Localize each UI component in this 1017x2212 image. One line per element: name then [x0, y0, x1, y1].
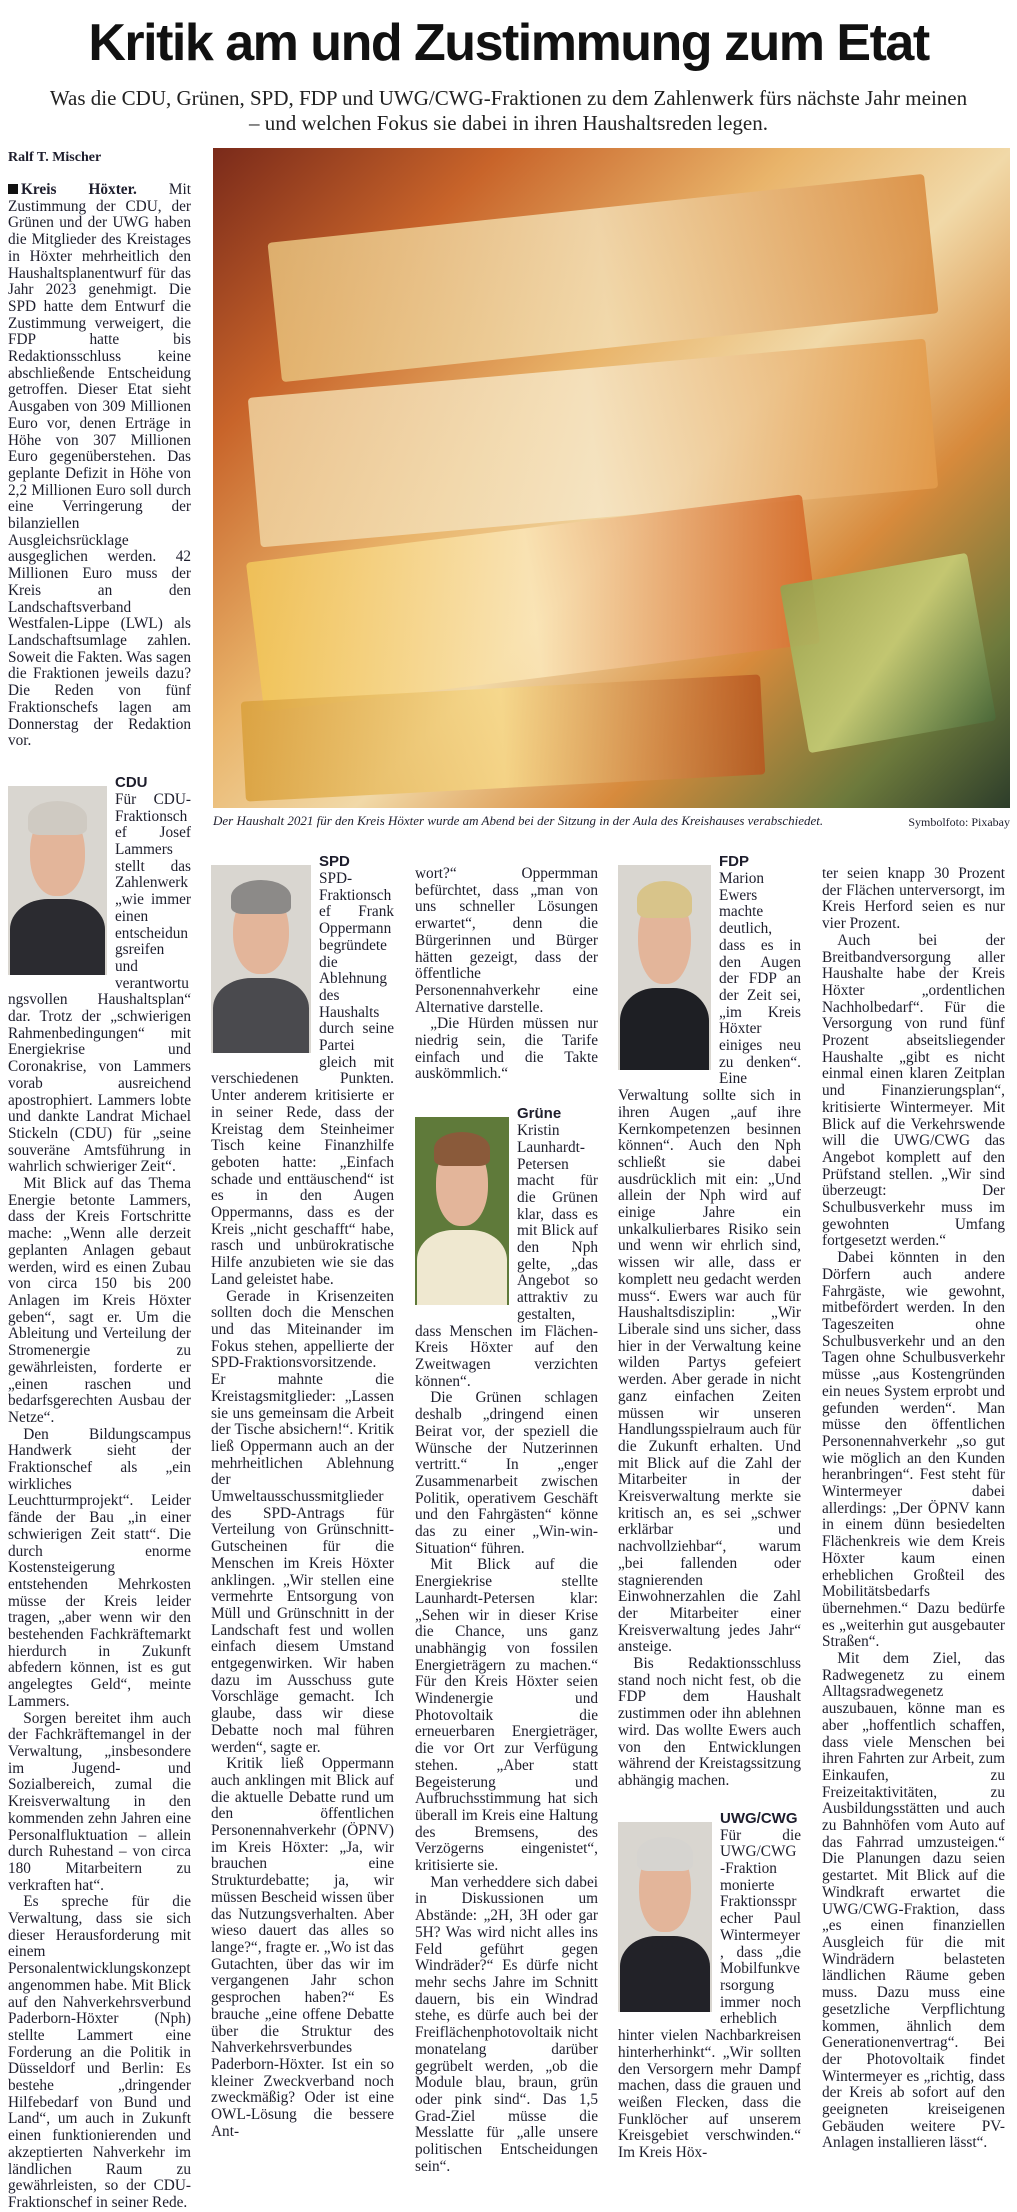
paragraph: Für die UWG/CWG-Fraktion monierte Fraktionssprecher Paul Wintermeyer, dass „die Mobilfunkversorgung immer noch erheblich hinter vielen Nachbarkreisen hinterherhinkt“. „Wir sollten den Versorgern mehr Dampf machen, dass die grauen und weißen Flecken, dass die Funklöcher auf unserem Kreisgebiet verschwinden.“ Im Kreis Höx- — [618, 1826, 801, 2162]
column-5 — [822, 866, 1005, 2152]
party-heading-spd: SPD — [319, 853, 350, 870]
party-heading-gruene: Grüne — [517, 1105, 562, 1123]
paragraph: Dabei könnten in den Dörfern auch andere Fahrgäste, wie gewohnt, mitbefördert werden. In den Tageszeiten ohne Schulbusverkehr und an den Tagen ohne Schulbusverkehr müsse „aus Kostengründen ein neues System erprobt und gefunden werden“. Man müsse den öffentlichen Personennahverkehr „so gut wie möglich an den Kunden heranbringen“. Fest steht für Wintermeyer dabei allerdings: „Der ÖPNV kann in einem dünn besiedelten Flächenkreis wie dem Kreis Höxter kaum einen erheblichen Großteil des Mobilitätsbedarfs übernehmen.“ Dazu bedürfe es „weiterhin gut ausgebauter Straßen“. — [822, 1249, 1005, 1651]
headline: Kritik am und Zustimmung zum Etat — [88, 14, 929, 72]
portrait-cdu — [8, 786, 107, 975]
paragraph: „Die Hürden müssen nur niedrig sein, die Tarife einfach und die Takte auskömmlich.“ — [415, 1015, 598, 1083]
party-heading-uwg: UWG/CWG — [720, 1809, 798, 1827]
portrait-uwg — [618, 1822, 712, 2012]
paragraph: SPD-Fraktionschef Frank Oppermann begründete die Ablehnung des Haushalts durch seine Partei gleich mit verschiedenen Punkten. Unter anderem kritisierte er in seiner Rede, dass der Kreistag dem Steinheimer Tisch keine Finanzhilfe geboten hatte: „Einfach schade und enttäuschend“ ist es in den Augen Oppermanns, dass es der Kreis „nicht geschafft“ habe, rasch und unbürokratische Hilfe anzubieten wie sie das Land geleistet habe. — [211, 870, 394, 1288]
paragraph: Auch bei der Breitbandversorgung aller Haushalte habe der Kreis Höxter „ordentlichen Nachholbedarf“. Für die Versorgung von rund fünf Prozent abseitsliegender Haushalte „gibt es nicht einmal einen klaren Zeitplan und Finanzierungsplan“, kritisierte Wintermeyer. Mit Blick auf die Verkehrswende will die UWG/CWG das Angebot komplett auf den Prüfstand stellen. „Wir sind überzeugt: Der Schulbusverkehr muss im gewohnten Umfang fortgesetzt werden.“ — [822, 931, 1005, 1250]
paragraph: Kritik ließ Oppermann auch anklingen mit Blick auf die aktuelle Debatte rund um den öffentlichen Personennahverkehr (ÖPNV) im Kreis Höxter: „Ja, wir brauchen eine Strukturdebatte; ja, wir müssen Bescheid wissen über das Nutzungsverhalten. Aber wieso dauert das alles so lange?“, fragte er. „Wo ist das Gutachten, über das wir im vergangenen Jahr schon gesprochen haben?“ Es brauche „eine offene Debatte über die Struktur des Nahverkehrsverbundes Paderborn-Höxter. Ist ein so kleiner Zweckverband noch zweckmäßig? Oder ist eine OWL-Lösung die bessere Ant- — [211, 1755, 394, 2140]
bullet-square-icon — [8, 184, 18, 194]
party-heading-fdp: FDP — [719, 853, 749, 870]
portrait-fdp — [618, 865, 711, 1070]
portrait-spd — [211, 865, 311, 1053]
column-1 — [8, 182, 191, 2212]
dateline: Kreis Höxter. — [21, 181, 137, 198]
paragraph: Den Bildungscampus Handwerk sieht der Fraktionschef als „ein wirkliches Leuchtturmprojekt“. Leider fände der Bau „in einer schwierigen Zeit statt“. Die durch enorme Kostensteigerung entstehenden Mehrkosten müsse der Kreis leider tragen, „aber wenn wir den bestehenden Fachkräftemarkt hierdurch in Zukunft abfedern können, ist es gut angelegtes Geld“, meinte Lammers. — [8, 1425, 191, 1710]
intro-text: Mit Zustimmung der CDU, der Grünen und der UWG haben die Mitglieder des Kreistages in Höxter mehrheitlich den Haushaltsplanentwurf für das Jahr 2023 genehmigt. Die SPD hatte dem Entwurf die Zustimmung verweigert, die FDP hatte bis Redaktionsschluss keine abschließende Entscheidung getroffen. Dieser Etat sieht Ausgaben von 309 Millionen Euro vor, denen Erträge in Höhe von 307 Millionen Euro gegenüberstehen. Das geplante Defizit in Höhe von 2,2 Millionen Euro soll durch eine Verringerung der bilanziellen Ausgleichsrücklage ausgeglichen werden. 42 Millionen Euro muss der Kreis an den Landschaftsverband Westfalen-Lippe (LWL) als Landschaftsumlage zahlen. Soweit die Fakten. Was sagen die Fraktionen jeweils dazu? Die Reden von fünf Fraktionschefs lagen am Donnerstag der Redaktion vor. — [8, 181, 191, 750]
photo-caption: Der Haushalt 2021 für den Kreis Höxter wurde am Abend bei der Sitzung in der Aula des Kreishauses verabschiedet. — [213, 813, 824, 828]
portrait-gruene — [415, 1117, 509, 1305]
paragraph: Sorgen bereitet ihm auch der Fachkräftemangel in der Verwaltung, „insbesondere im Jugend- und Sozialbereich, zumal die Kreisverwaltung in den kommenden zehn Jahren eine Personalfluktuation – allein durch Ruhestand – von circa 180 Mitarbeitern zu verkraften hat“. — [8, 1709, 191, 1894]
paragraph: Die Grünen schlagen deshalb „dringend einen Beirat vor, der speziell die Wünsche der Nutzerinnen vertritt.“ In „enger Zusammenarbeit zwischen Politik, operativem Geschäft und den Fahrgästen“ könne das zu einer „Win-win-Situation“ führen. — [415, 1389, 598, 1557]
paragraph: wort?“ Oppermman befürchtet, dass „man von uns schneller Lösungen erwartet“, denn die Bürgerinnen und Bürger hätten gezeigt, dass der öffentliche Personennahverkehr eine Alternative darstelle. — [415, 865, 598, 1016]
subheadline-line-1: Was die CDU, Grünen, SPD, FDP und UWG/CWG-Fraktionen zu dem Zahlenwerk fürs nächste Jahr meinen — [49, 86, 968, 110]
banknotes-photo — [213, 148, 1010, 808]
column-3 — [415, 866, 598, 2175]
paragraph: Bis Redaktionsschluss stand noch nicht fest, ob die FDP dem Haushalt zustimmen oder ihn ablehnen wird. Das wollte Ewers auch von den Entwicklungen während der Kreistagssitzung abhängig machen. — [618, 1655, 801, 1789]
intro-paragraph — [8, 182, 191, 750]
paragraph: Gerade in Krisenzeiten sollten doch die Menschen und das Miteinander im Fokus stehen, appellierte der SPD-Fraktionsvorsitzende. Er mahnte die Kreistagsmitglieder: „Lassen sie uns gemeinsam die Arbeit der Tische absichern!“. Kritik ließ Oppermann auch an der mehrheitlichen Ablehnung der Umweltausschussmitglieder des SPD-Antrags für Verteilung von Grünschnitt-Gutscheinen für die Menschen im Kreis Höxter anklingen. „Wir stellen eine vermehrte Entsorgung von Müll und Grünschnitt in der Landschaft fest und wollen einfach diesem Umstand entgegenwirken. Wir haben dazu im Ausschuss gute Vorschläge gemacht. Ich glaube, dass wir diese Debatte noch mal führen werden“, sagte er. — [211, 1287, 394, 1756]
paragraph: Mit dem Ziel, das Radwegenetz zu einem Alltagsradwegenetz auszubauen, könne man es aber „hoffentlich schaffen, dass viele Menschen bei ihren Fahrten zur Arbeit, zum Einkaufen, zu Freizeitaktivitäten, zu Ausbildungsstätten und auch zu Bahnhöfen vom Auto auf das Fahrrad umzusteigen.“ Die Planungen dazu seien gestartet. Mit Blick auf die Windkraft erwartet die UWG/CWG-Fraktion, dass „es einen finanziellen Ausgleich für die mit Windrädern belasteten ländlichen Räume geben muss. Dazu muss eine gesetzliche Verpflichtung kommen, ähnlich dem Generationenvertrag“. Bei der Photovoltaik findet Wintermeyer es „richtig, dass der Kreis ab sofort auf den geeigneten kreiseigenen Gebäuden weitere PV-Anlagen installieren lässt“. — [822, 1650, 1005, 2152]
section-gruene — [415, 1105, 598, 2175]
paragraph: ter seien knapp 30 Prozent der Flächen unterversorgt, im Kreis Herford seien es nur vier Prozent. — [822, 865, 1005, 933]
byline: Ralf T. Mischer — [8, 150, 102, 165]
section-uwg — [618, 1810, 801, 2162]
column-2 — [211, 853, 394, 2140]
paragraph: Mit Blick auf die Energiekrise stellte Launhardt-Petersen klar: „Sehen wir in dieser Krise die Chance, uns ganz unabhängig von fossilen Energieträgern zu machen.“ Für den Kreis Höxter seien Windenergie und Photovoltaik die erneuerbaren Energieträger, die vor Ort zur Verfügung stehen. „Aber statt Begeisterung und Aufbruchsstimmung hat sich überall im Kreis eine Haltung des Bremsens, des Verzögerns eingenistet“, kritisierte sie. — [415, 1556, 598, 1875]
column-4 — [618, 853, 801, 2162]
subheadline — [10, 86, 1007, 136]
photo-credit: Symbolfoto: Pixabay — [908, 815, 1010, 829]
paragraph: Kristin Launhardt-Petersen macht für die Grünen klar, dass es mit Blick auf den Nph gelte, „das Angebot so attraktiv zu gestalten, dass Menschen im Flächen-Kreis Höxter auf den Zweitwagen verzichten können“. — [415, 1122, 598, 1390]
section-cdu — [8, 774, 191, 2212]
paragraph: Marion Ewers machte deutlich, dass es in den Augen der FDP an der Zeit sei, „im Kreis Höxter einiges neu zu denken“. Eine Verwaltung sollte sich in ihren Augen „auf ihre Kernkompetenzen besinnen können“. Auch den Nph schließt sie dabei ausdrücklich mit ein: „Und allein der Nph wird auf einige Jahre ein unkalkulierbares Risiko sein und wenn wir ehrlich sind, wissen wir alle, dass er komplett neu gedacht werden muss“. Ewers war auch für Haushaltsdisziplin: „Wir Liberale sind uns sicher, dass hier in der Verwaltung keine wilden Partys gefeiert werden. Aber gerade in nicht ganz einfachen Zeiten müssen wir unseren Handlungsspielraum auch für die Zukunft erhalten. Und mit Blick auf die Zahl der Mitarbeiter in der Kreisverwaltung merkte sie kritisch an, es sei „schwer erklärbar und nachvollziehbar“, warum „bei fallenden oder stagnierenden Einwohnerzahlen die Zahl der Mitarbeiter einer Kreisverwaltung jedes Jahr“ ansteige. — [618, 870, 801, 1656]
subheadline-line-2: – und welchen Fokus sie dabei in ihren Haushaltsreden legen. — [248, 111, 769, 135]
paragraph: Man verheddere sich dabei in Diskussionen um Abstände: „2H, 3H oder gar 5H? Was wird nicht alles ins Feld geführt gegen Windräder?“ Es dürfe nicht mehr sechs Jahre im Schnitt dauern, bis ein Windrad stehe, es dürfe auch bei der Freiflächenphotovoltaik nicht monatelang darüber gegrübelt werden, „ob die Module blau, braun, grün oder pink sind“. Das 1,5 Grad-Ziel müsse die Messlatte für „alle unsere politischen Entscheidungen sein“. — [415, 1873, 598, 2175]
party-heading-cdu: CDU — [115, 773, 148, 791]
paragraph: Für CDU-Fraktionschef Josef Lammers stellt das Zahlenwerk „wie immer einen entscheidungsreifen und verantwortungsvollen Haushaltsplan“ dar. Trotz der „schwierigen Rahmenbedingungen“ mit Energiekrise und Coronakrise, von Lammers vorab ausreichend apostrophiert. Lammers lobte und dankte Landrat Michael Stickeln (CDU) für „seine souveräne Amtsführung in wahrlich schwieriger Zeit“. — [8, 790, 191, 1176]
paragraph: Es spreche für die Verwaltung, dass sie sich dieser Herausforderung mit einem Personalentwicklungskonzept angenommen habe. Mit Blick auf den Nahverkehrsverbund Paderborn-Höxter (Nph) stellte Lammert eine Forderung an die Politik in Düsseldorf und Berlin: Es bestehe „dringender Hilfebedarf von Bund und Land“, um auch in Zukunft einen funktionierenden und akzeptierten Nahverkehr im ländlichen Raum zu gewährleisten, so der CDU-Fraktionschef in seiner Rede. — [8, 1893, 191, 2211]
paragraph: Mit Blick auf das Thema Energie betonte Lammers, dass der Kreis Fortschritte mache: „Wenn alle derzeit geplanten Anlagen gebaut werden, wird es einen Zubau von circa 150 bis 200 Anlagen im Kreis Höxter geben“, sagt er. Um die Ableitung und Verteilung der Stromenergie zu gewährleisten, forderte er „einen raschen und bedarfsgerechten Ausbau der Netze“. — [8, 1175, 191, 1426]
